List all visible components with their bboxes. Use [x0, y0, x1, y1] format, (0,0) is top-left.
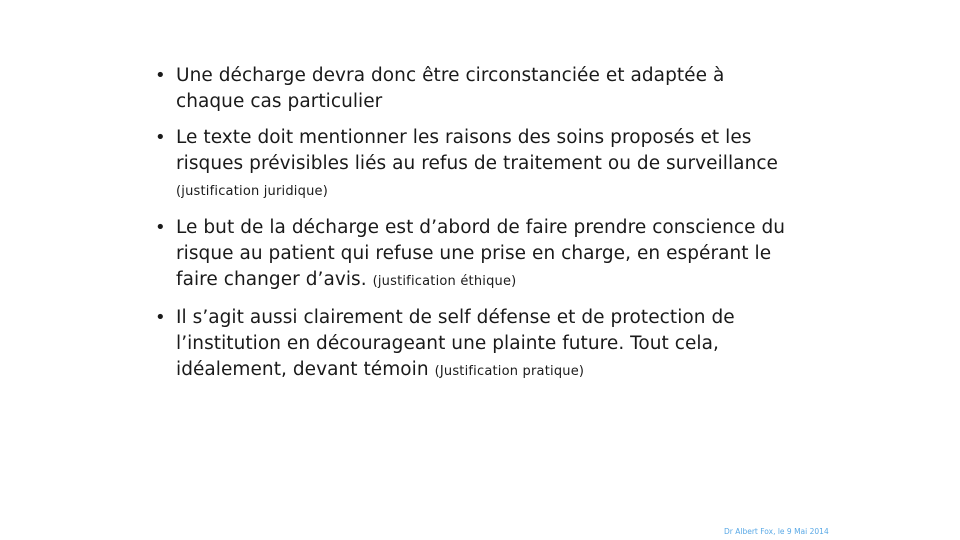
bullet-note: (Justification pratique): [434, 364, 585, 379]
bullet-item-1: [155, 63, 795, 115]
bullet-note: (justification juridique): [176, 184, 328, 199]
bullet-dot-icon: •: [155, 307, 166, 328]
bullet-note: (justification éthique): [372, 274, 517, 289]
bullet-list: [155, 63, 795, 395]
bullet-dot-icon: •: [155, 65, 166, 86]
bullet-item-3: [155, 215, 795, 295]
bullet-text: Il s’agit aussi clairement de self défense et de protection de l’institution en décourageant une plainte future. Tout cela, idéalement, devant témoin: [176, 307, 735, 380]
bullet-text: Le but de la décharge est d’abord de faire prendre conscience du risque au patient qui refuse une prise en charge, en espérant le faire changer d’avis.: [176, 217, 786, 290]
bullet-text: Une décharge devra donc être circonstanciée et adaptée à chaque cas particulier: [176, 65, 725, 112]
footer-author-date: Dr Albert Fox, le 9 Mai 2014: [724, 527, 829, 536]
bullet-item-2: [155, 125, 795, 205]
bullet-item-4: [155, 305, 795, 385]
bullet-dot-icon: •: [155, 127, 166, 148]
bullet-text: Le texte doit mentionner les raisons des soins proposés et les risques prévisibles liés au refus de traitement ou de surveillance: [176, 127, 778, 174]
bullet-dot-icon: •: [155, 217, 166, 238]
